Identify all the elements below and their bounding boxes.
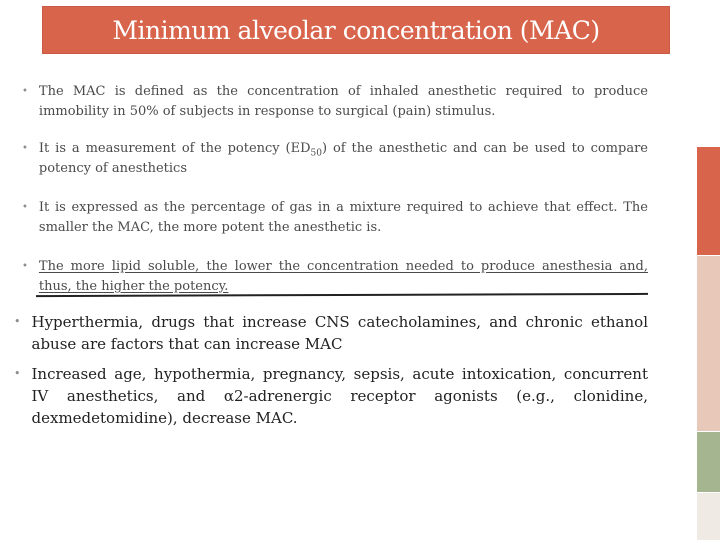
top-edge xyxy=(0,0,720,5)
accent-block-peach xyxy=(697,256,720,431)
bullet-item-lipid-solubility xyxy=(22,257,648,297)
bullet-text xyxy=(39,139,648,179)
bullet-text: Hyperthermia, drugs that increase CNS catecholamines, and chronic ethanol abuse are factors that can increase MAC xyxy=(31,313,648,353)
bullet-item-increase-mac xyxy=(14,311,648,355)
bullet-item-percentage xyxy=(22,198,648,238)
bullet-dot: • xyxy=(14,315,21,328)
title-bar xyxy=(42,6,670,54)
accent-block-white xyxy=(697,0,720,146)
bullet-text-after: ) of the anesthetic and can be used to compare potency of anesthetics xyxy=(38,141,648,176)
accent-block-coral xyxy=(697,147,720,255)
accent-block-sage xyxy=(697,432,720,492)
bullet-dot: • xyxy=(22,202,28,213)
bullet-text-before: It is a measurement of the potency (ED xyxy=(38,141,311,156)
bullet-text: Increased age, hypothermia, pregnancy, sepsis, acute intoxication, concurrent IV anesthetics, and α2-adrenergic receptor agonists (e.g., clonidine, dexmedetomidine), decrease MAC. xyxy=(31,365,648,427)
ed50-subscript: 50 xyxy=(310,148,322,159)
accent-block-cream xyxy=(697,493,720,540)
bullet-dot: • xyxy=(22,86,28,97)
bullet-item-potency xyxy=(22,139,648,179)
bullet-text: The more lipid soluble, the lower the concentration needed to produce anesthesia and, thus, the higher the potency. xyxy=(38,259,648,294)
bullet-text: The MAC is defined as the concentration of inhaled anesthetic required to produce immobility in 50% of subjects in response to surgical (pain) stimulus. xyxy=(38,84,648,119)
bullet-dot: • xyxy=(22,143,28,154)
bullet-item-mac-definition xyxy=(22,82,648,122)
slide-title: Minimum alveolar concentration (MAC) xyxy=(112,15,600,45)
bullet-dot: • xyxy=(14,367,21,380)
bullet-text: It is expressed as the percentage of gas in a mixture required to achieve that effect. The smaller the MAC, the more potent the anesthetic is. xyxy=(38,200,648,235)
bullet-item-decrease-mac xyxy=(14,363,648,429)
bullet-dot: • xyxy=(22,261,28,272)
